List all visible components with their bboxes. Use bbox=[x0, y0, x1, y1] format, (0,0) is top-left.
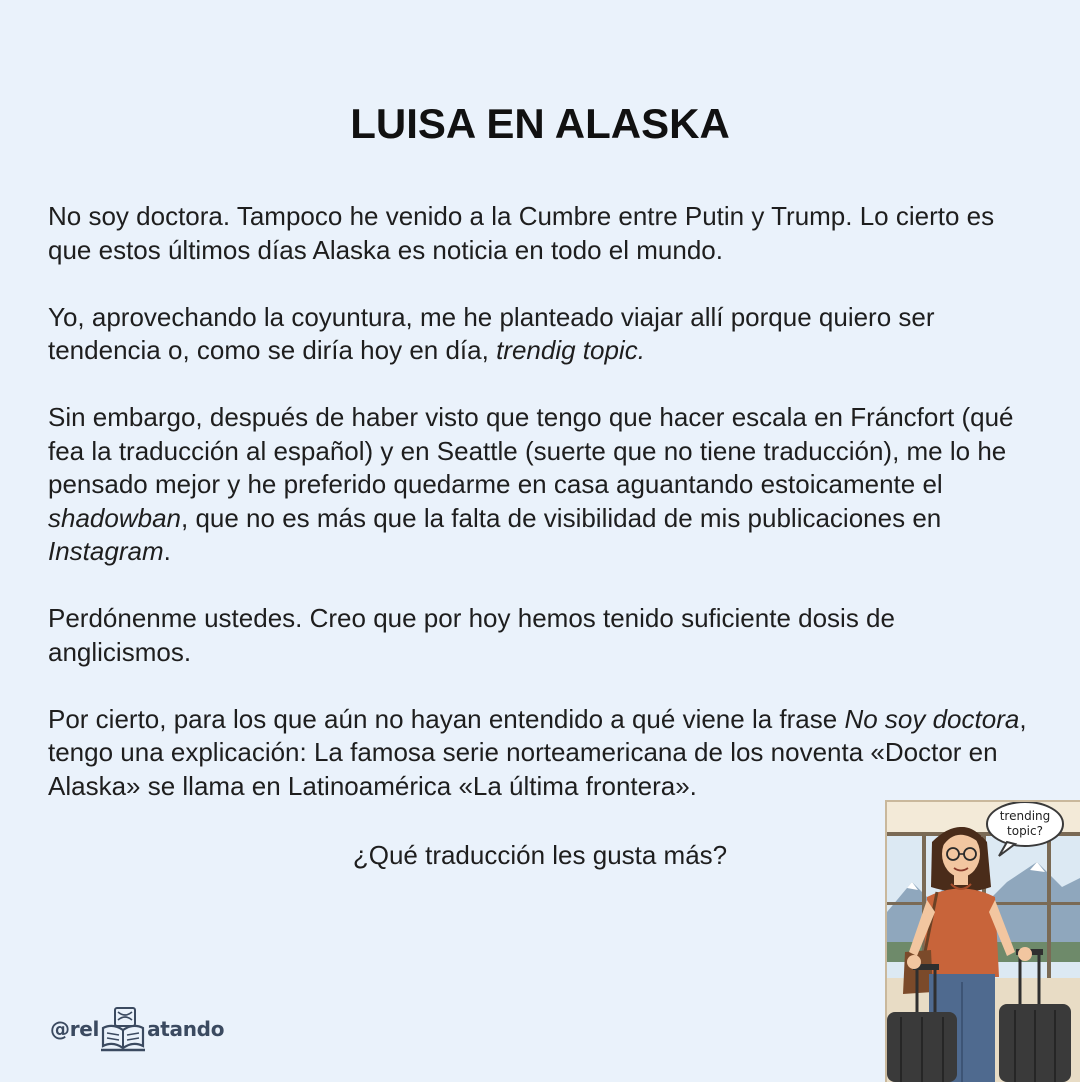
text-run: Yo, aprovechando la coyuntura, me he planteado viajar allí porque quiero ser tendencia o, como se diría hoy en día, bbox=[48, 301, 935, 365]
body-paragraph bbox=[48, 602, 1038, 669]
text-run: , que no es más que la falta de visibilidad de mis publicaciones en bbox=[181, 502, 942, 533]
traveler-with-suitcases-illustration bbox=[887, 802, 1080, 1082]
text-run: Por cierto, para los que aún no hayan entendido a qué viene la frase bbox=[48, 703, 845, 734]
text-run: , tengo una explicación: La famosa serie norteamericana de los noventa «Doctor en Alaska» se llama en Latinoamérica «La última frontera». bbox=[48, 703, 1027, 801]
italic-term: shadowban bbox=[48, 502, 181, 533]
body-paragraph bbox=[48, 301, 1038, 368]
body-paragraph bbox=[48, 401, 1038, 569]
text-run: Perdónenme ustedes. Creo que por hoy hemos tenido suficiente dosis de anglicismos. bbox=[48, 603, 895, 667]
text-run: . bbox=[163, 536, 171, 566]
text-run: Sin embargo, después de haber visto que tengo que hacer escala en Fráncfort (qué fea la traducción al español) y en Seattle (suerte que no tiene traducción), me lo he pensado mejor y he preferido quedarme en casa aguantando estoicamente el bbox=[48, 402, 1014, 499]
speech-bubble-line1: trending bbox=[999, 809, 1051, 823]
text-run: No soy doctora. Tampoco he venido a la Cumbre entre Putin y Trump. Lo cierto es que estos últimos días Alaska es noticia en todo el mundo. bbox=[48, 201, 995, 265]
post-body bbox=[48, 200, 1038, 837]
author-handle[interactable] bbox=[50, 1004, 224, 1054]
post-title: LUISA EN ALASKA bbox=[350, 100, 730, 147]
body-paragraph bbox=[48, 200, 1038, 267]
handle-text-end: atando bbox=[147, 1017, 225, 1041]
traveler-illustration bbox=[885, 800, 1080, 1082]
body-paragraph bbox=[48, 703, 1038, 804]
open-book-icon bbox=[101, 1006, 145, 1052]
handle-text-start: @rel bbox=[50, 1017, 100, 1041]
speech-bubble-line2: topic? bbox=[1007, 824, 1043, 838]
italic-term: Instagram bbox=[48, 536, 164, 566]
italic-term: No soy doctora bbox=[844, 703, 1020, 734]
italic-term: trendig topic. bbox=[496, 335, 645, 365]
closing-question: ¿Qué traducción les gusta más? bbox=[352, 840, 728, 870]
